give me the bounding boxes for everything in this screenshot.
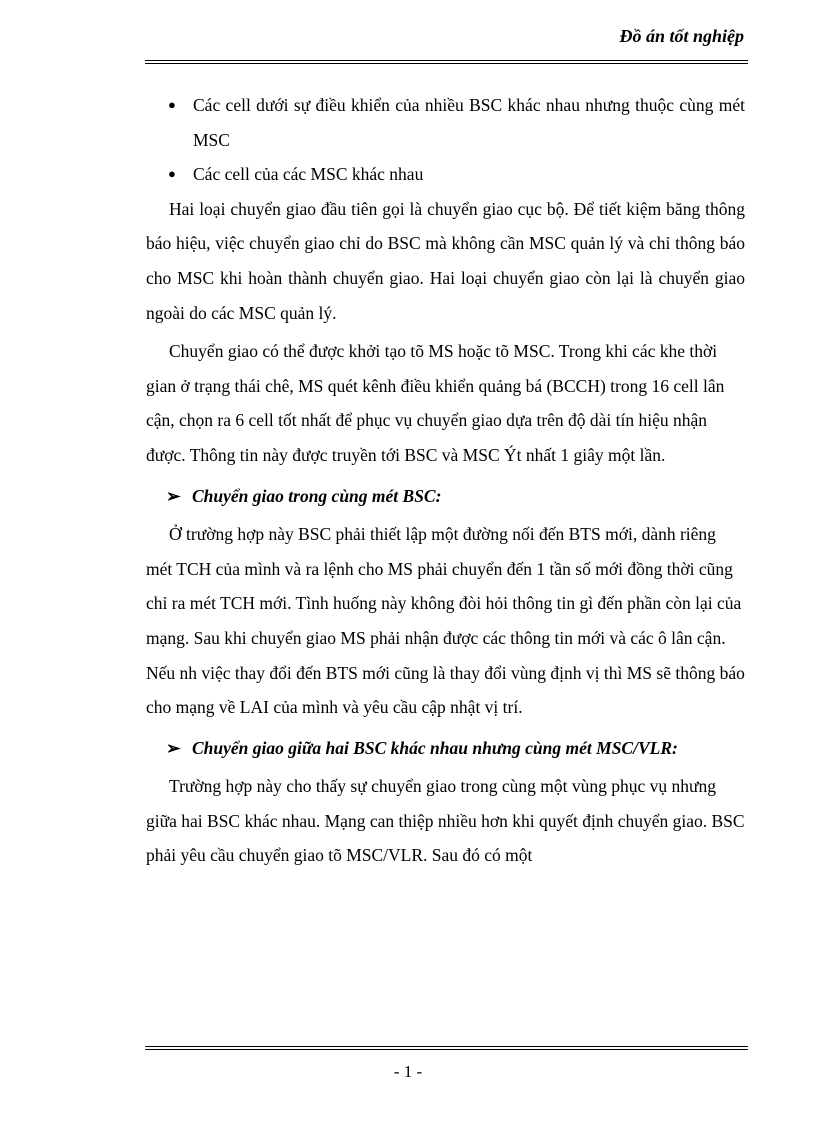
section-heading xyxy=(146,731,745,766)
arrow-bullet-icon: ➢ xyxy=(166,737,181,758)
bullet-text: Các cell của các MSC khác nhau xyxy=(193,164,424,185)
page-number: - 1 - xyxy=(393,1062,423,1081)
bullet-icon: ● xyxy=(168,97,176,112)
section-paragraph: Ở trường hợp này BSC phải thiết lập một đường nối đến BTS mới, dành riêng mét TCH của mình và ra lệnh cho MS phải chuyển đến 1 tần số mới đồng thời cũng chỉ ra mét TCH mới. Tình huống này không đòi hỏi thông tin gì đến phần còn lại của mạng. Sau khi chuyển giao MS phải nhận được các thông tin mới và các ô lân cận. Nếu nh việc thay đổi đến BTS mới cũng là thay đổi vùng định vị thì MS sẽ thông báo cho mạng về LAI của mình và yêu cầu cập nhật vị trí. xyxy=(146,524,745,718)
header-divider xyxy=(145,60,748,64)
bullet-text: Các cell dưới sự điều khiển của nhiều BSC khác nhau nhưng thuộc cùng mét MSC xyxy=(193,95,745,150)
footer-divider xyxy=(145,1046,748,1050)
bullet-icon: ● xyxy=(168,166,176,182)
arrow-bullet-icon: ➢ xyxy=(166,485,181,506)
bullet-item xyxy=(146,157,745,192)
section-heading xyxy=(146,479,745,514)
section-heading-text: Chuyển giao giữa hai BSC khác nhau nhưng cùng mét MSC/VLR: xyxy=(192,737,678,758)
bullet-item xyxy=(146,88,745,157)
section-paragraph: Trường hợp này cho thấy sự chuyển giao trong cùng một vùng phục vụ nhưng giữa hai BSC khác nhau. Mạng can thiệp nhiều hơn khi quyết định chuyển giao. BSC phải yêu cầu chuyển giao tõ MSC/VLR. Sau đó có một xyxy=(146,776,745,866)
document-title: Đồ án tốt nghiệp xyxy=(619,26,744,46)
section-heading-text: Chuyển giao trong cùng mét BSC: xyxy=(192,485,442,506)
paragraph: Hai loại chuyển giao đầu tiên gọi là chuyển giao cục bộ. Để tiết kiệm băng thông báo hiệu, việc chuyển giao chỉ do BSC mà không cần MSC quản lý và chỉ thông báo cho MSC khi hoàn thành chuyển giao. Hai loại chuyển giao còn lại là chuyển giao ngoài do các MSC quản lý. xyxy=(146,198,745,323)
page-content xyxy=(146,88,745,873)
paragraph: Chuyển giao có thể được khởi tạo tõ MS hoặc tõ MSC. Trong khi các khe thời gian ở trạng thái chê, MS quét kênh điều khiển quảng bá (BCCH) trong 16 cell lân cận, chọn ra 6 cell tốt nhất để phục vụ chuyển giao dựa trên độ dài tín hiệu nhận được. Thông tin này được truyền tới BSC và MSC Ýt nhất 1 giây một lần. xyxy=(146,341,725,465)
